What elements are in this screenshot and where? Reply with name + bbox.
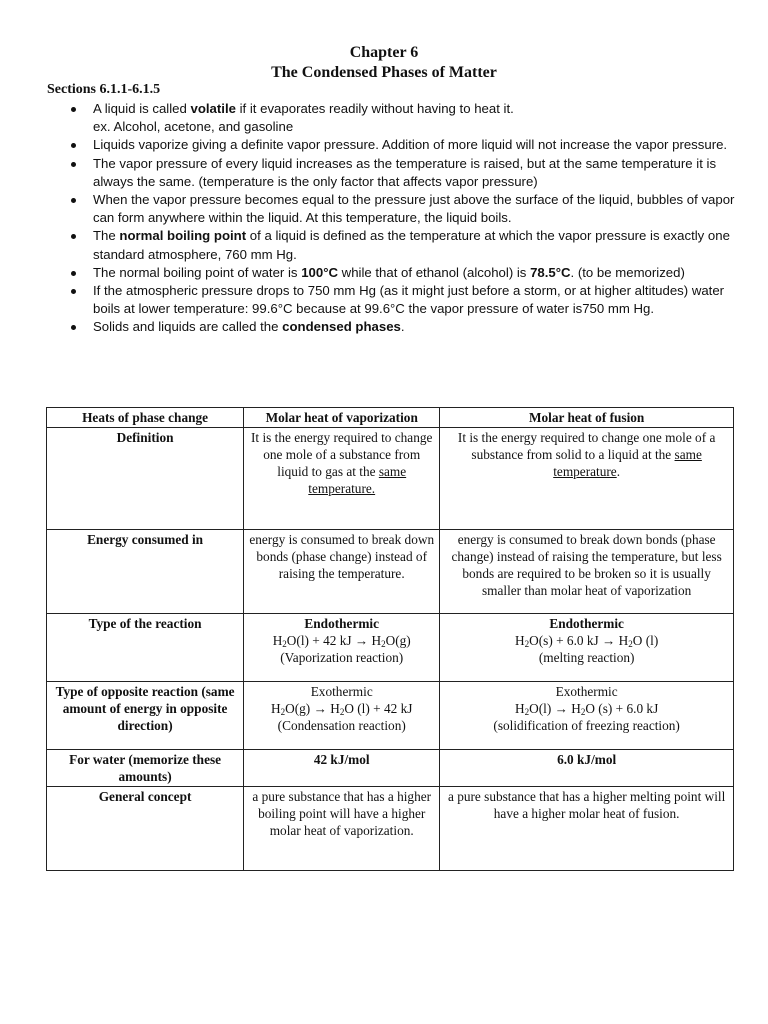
table-cell: Exothermic $H_2O(l) \to H_2O$ (s) + 6.0 kJ (solidification of freezing reaction) xyxy=(440,682,734,750)
arrow-icon: → xyxy=(602,633,616,648)
header-cell: Molar heat of vaporization xyxy=(244,408,440,428)
sections-heading: Sections 6.1.1-6.1.5 xyxy=(47,82,161,97)
arrow-icon: → xyxy=(313,701,327,716)
table-cell: 42 kJ/mol xyxy=(244,750,440,787)
bullet-item: A liquid is called volatile if it evaporates readily without having to heat it. xyxy=(67,100,737,118)
table-row xyxy=(47,750,734,787)
table-row xyxy=(47,682,734,750)
bullet-icon xyxy=(71,143,76,148)
equation: $H_2O(g) \to H_2O$ (l) + 42 kJ xyxy=(271,701,413,717)
bullet-item: Solids and liquids are called the condensed phases. xyxy=(67,318,737,336)
row-label: Definition xyxy=(47,428,244,530)
header-cell: Heats of phase change xyxy=(47,408,244,428)
arrow-icon: → xyxy=(354,633,369,648)
bullet-item: When the vapor pressure becomes equal to the pressure just above the surface of the liquid, bubbles of vapor can form anywhere within the liquid. At this temperature, the liquid boils. xyxy=(67,191,737,227)
arrow-icon: → xyxy=(554,701,568,716)
bullet-subline: ex. Alcohol, acetone, and gasoline xyxy=(93,119,294,135)
table-cell: Endothermic $H_2O(s) + 6.0$ kJ → $H_2O$ (l) (melting reaction) xyxy=(440,614,734,682)
table-cell: Exothermic $H_2O(g) \to H_2O$ (l) + 42 kJ (Condensation reaction) xyxy=(244,682,440,750)
table-header-row xyxy=(47,408,734,428)
row-label: Energy consumed in xyxy=(47,530,244,614)
table-row xyxy=(47,530,734,614)
equation: $H_2O(l) \to H_2O$ (s) + 6.0 kJ xyxy=(515,701,659,717)
bullet-icon xyxy=(71,234,76,239)
bullet-list xyxy=(67,100,737,337)
page-title: The Condensed Phases of Matter xyxy=(271,64,497,81)
row-label: General concept xyxy=(47,787,244,871)
bullet-icon xyxy=(71,198,76,203)
bullet-item: The normal boiling point of water is 100°C while that of ethanol (alcohol) is 78.5°C. (to be memorized) xyxy=(67,264,737,282)
table-cell: 6.0 kJ/mol xyxy=(440,750,734,787)
bullet-item: The vapor pressure of every liquid increases as the temperature is raised, but at the same temperature it is always the same. (temperature is the only factor that affects vapor pressure) xyxy=(67,155,737,191)
header-cell: Molar heat of fusion xyxy=(440,408,734,428)
phase-change-table xyxy=(46,407,734,871)
bullet-icon xyxy=(71,271,76,276)
row-label: For water (memorize these amounts) xyxy=(47,750,244,787)
table-cell: a pure substance that has a higher boiling point will have a higher molar heat of vaporization. xyxy=(244,787,440,871)
table-cell: Endothermic $H_2O(l) + 42$ kJ → $H_2O(g)$ (Vaporization reaction) xyxy=(244,614,440,682)
bullet-item: The normal boiling point of a liquid is defined as the temperature at which the vapor pressure is exactly one standard atmosphere, 760 mm Hg. xyxy=(67,227,737,263)
equation: $H_2O(l) + 42$ kJ → $H_2O(g)$ xyxy=(272,633,411,649)
row-label: Type of opposite reaction (same amount of energy in opposite direction) xyxy=(47,682,244,750)
bullet-icon xyxy=(71,107,76,112)
bullet-item: Liquids vaporize giving a definite vapor pressure. Addition of more liquid will not increase the vapor pressure. xyxy=(67,136,737,154)
table-cell: It is the energy required to change one mole of a substance from solid to a liquid at the same temperature. xyxy=(440,428,734,530)
equation: $H_2O(s) + 6.0$ kJ → $H_2O$ (l) xyxy=(515,633,659,649)
table-cell: energy is consumed to break down bonds (phase change) instead of raising the temperature. xyxy=(244,530,440,614)
bullet-item: If the atmospheric pressure drops to 750 mm Hg (as it might just before a storm, or at higher altitudes) water boils at lower temperature: 99.6°C because at 99.6°C the vapor pressure of water is750 mm Hg. xyxy=(67,282,737,318)
row-label: Type of the reaction xyxy=(47,614,244,682)
table-cell: a pure substance that has a higher melting point will have a higher molar heat of fusion. xyxy=(440,787,734,871)
table-row xyxy=(47,787,734,871)
table-row xyxy=(47,428,734,530)
table-row xyxy=(47,614,734,682)
bullet-icon xyxy=(71,325,76,330)
table-cell: energy is consumed to break down bonds (phase change) instead of raising the temperature, but less bonds are required to be broken so it is usually smaller than molar heat of vaporization xyxy=(440,530,734,614)
bullet-icon xyxy=(71,162,76,167)
bullet-icon xyxy=(71,289,76,294)
chapter-number: Chapter 6 xyxy=(349,44,419,61)
table-cell: It is the energy required to change one mole of a substance from liquid to gas at the same temperature. xyxy=(244,428,440,530)
